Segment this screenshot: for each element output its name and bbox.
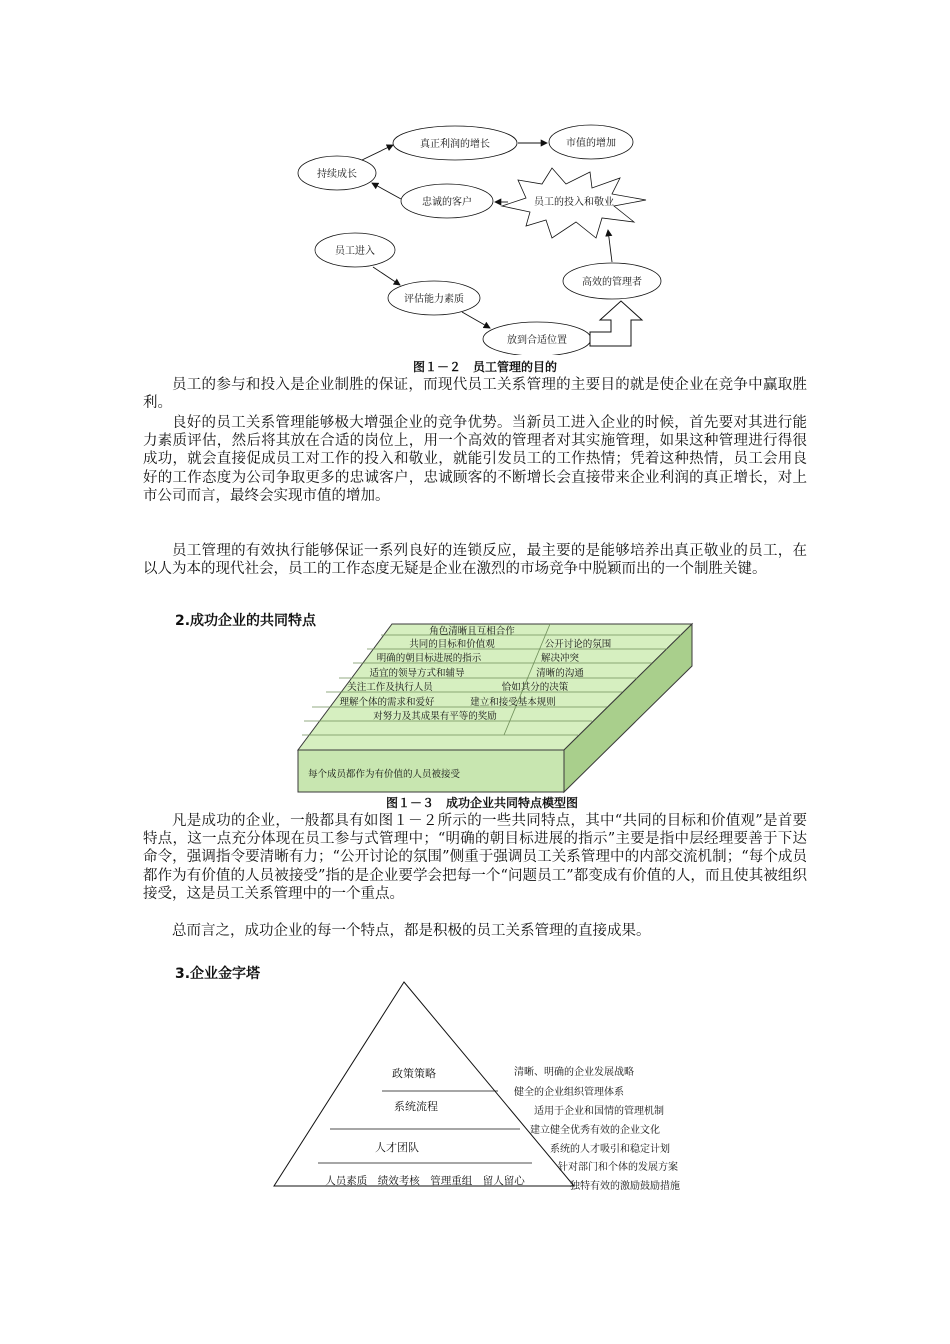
pyramid-note-5: 系统的人才吸引和稳定计划: [550, 1144, 670, 1155]
section-heading-3: 3.企业金字塔: [175, 966, 261, 982]
arrow-growth-to-profit: [362, 145, 393, 160]
paragraph-4: 凡是成功的企业，一般都具有如图１－２所示的一些共同特点，其中“共同的目标和价值观”是首要特点，这一点充分体现在员工参与式管理中；“明确的朝目标进展的指示”主要是指中层经理要善于下达命令，强调指令要清晰有力；“公开讨论的氛围”侧重于强调员工关系管理中的内部交流机制；“每个成员都作为有价值的人员被接受”指的是企业要学会把每一个“问题员工”都变成有价值的人，而且使其被组织接受，这是员工关系管理中的一个重点。: [143, 813, 807, 902]
figure-1-3-caption: 图１－３ 成功企业共同特点模型图: [386, 796, 579, 810]
figure-success-characteristics-model: [292, 622, 696, 794]
label-engagement: 员工的投入和敬业: [534, 197, 614, 208]
trait-shared-goals: 共同的目标和价值观: [409, 639, 495, 650]
label-assess: 评估能力素质: [404, 294, 464, 305]
arrow-placement-to-manager: [590, 301, 642, 346]
trait-individual-needs: 理解个体的需求和爱好: [339, 697, 435, 708]
trait-valued-members: 每个成员都作为有价值的人员被接受: [308, 769, 461, 780]
paragraph-5: 总而言之，成功企业的每一个特点，都是积极的员工关系管理的直接成果。: [172, 923, 651, 939]
trait-roles: 角色清晰且互相合作: [429, 626, 515, 637]
trait-open-discussion: 公开讨论的氛围: [544, 639, 612, 650]
pyramid-layer-policy: 政策策略: [392, 1067, 436, 1080]
figure-employee-management-purpose: [290, 120, 670, 355]
paragraph-3: 员工管理的有效执行能够保证一系列良好的连锁反应，最主要的是能够培养出真正敬业的员工，在以人为本的现代社会，员工的工作态度无疑是企业在激烈的市场竞争中脱颖而出的一个制胜关键。: [143, 543, 807, 578]
pyramid-note-1: 清晰、明确的企业发展战略: [514, 1067, 634, 1078]
paragraph-1: 员工的参与和投入是企业制胜的保证，而现代员工关系管理的主要目的就是使企业在竞争中赢取胜利。: [143, 377, 807, 412]
trait-clear-communication: 清晰的沟通: [536, 668, 584, 679]
trait-basic-rules: 建立和接受基本规则: [470, 697, 556, 708]
arrow-entry-to-assess: [373, 267, 400, 285]
trait-focus-work: 关注工作及执行人员: [347, 682, 433, 693]
pyramid-layer-base: 人员素质 绩效考核 管理重组 留人留心: [325, 1175, 525, 1187]
section-heading-2: 2.成功企业的共同特点: [175, 613, 317, 629]
arrow-assess-to-placement: [462, 312, 490, 328]
label-manager: 高效的管理者: [582, 277, 642, 288]
pyramid-shape: [274, 982, 574, 1186]
trait-decisions: 恰如其分的决策: [501, 682, 569, 693]
pyramid-note-2: 健全的企业组织管理体系: [514, 1087, 624, 1098]
label-entry: 员工进入: [335, 246, 375, 257]
pyramid-note-6: 针对部门和个体的发展方案: [558, 1162, 678, 1173]
figure-enterprise-pyramid: [270, 978, 720, 1214]
pyramid-layer-talent: 人才团队: [375, 1141, 419, 1154]
trait-clear-direction: 明确的朝目标进展的指示: [376, 653, 482, 664]
label-placement: 放到合适位置: [507, 335, 567, 346]
pyramid-note-4: 建立健全优秀有效的企业文化: [530, 1125, 660, 1136]
paragraph-2: 良好的员工关系管理能够极大增强企业的竞争优势。当新员工进入企业的时候，首先要对其进行能力素质评估，然后将其放在合适的岗位上，用一个高效的管理者对其实施管理，如果这种管理进行得很成功，就会直接促成员工对工作的投入和敬业，就能引发员工的工作热情；凭着这种热情，员工会用良好的工作态度为公司争取更多的忠诚客户，忠诚顾客的不断增长会直接带来企业利润的真正增长，对上市公司而言，最终会实现市值的增加。: [143, 415, 807, 504]
arrow-manager-to-engagement: [608, 230, 612, 262]
trait-resolve-conflict: 解决冲突: [540, 653, 580, 664]
pyramid-note-3: 适用于企业和国情的管理机制: [534, 1106, 664, 1117]
label-growth: 持续成长: [317, 169, 357, 180]
trait-leadership: 适宜的领导方式和辅导: [369, 668, 465, 679]
label-loyal: 忠诚的客户: [422, 197, 472, 208]
arrow-loyal-to-growth: [372, 183, 401, 199]
figure-1-2-caption: 图１－２ 员工管理的目的: [413, 360, 558, 374]
pyramid-note-7: 独特有效的激励鼓励措施: [570, 1181, 680, 1192]
label-market-value: 市值的增加: [566, 138, 616, 149]
label-profit: 真正利润的增长: [420, 139, 490, 150]
pyramid-layer-process: 系统流程: [394, 1100, 438, 1113]
trait-equal-reward: 对努力及其成果有平等的奖励: [373, 711, 497, 722]
